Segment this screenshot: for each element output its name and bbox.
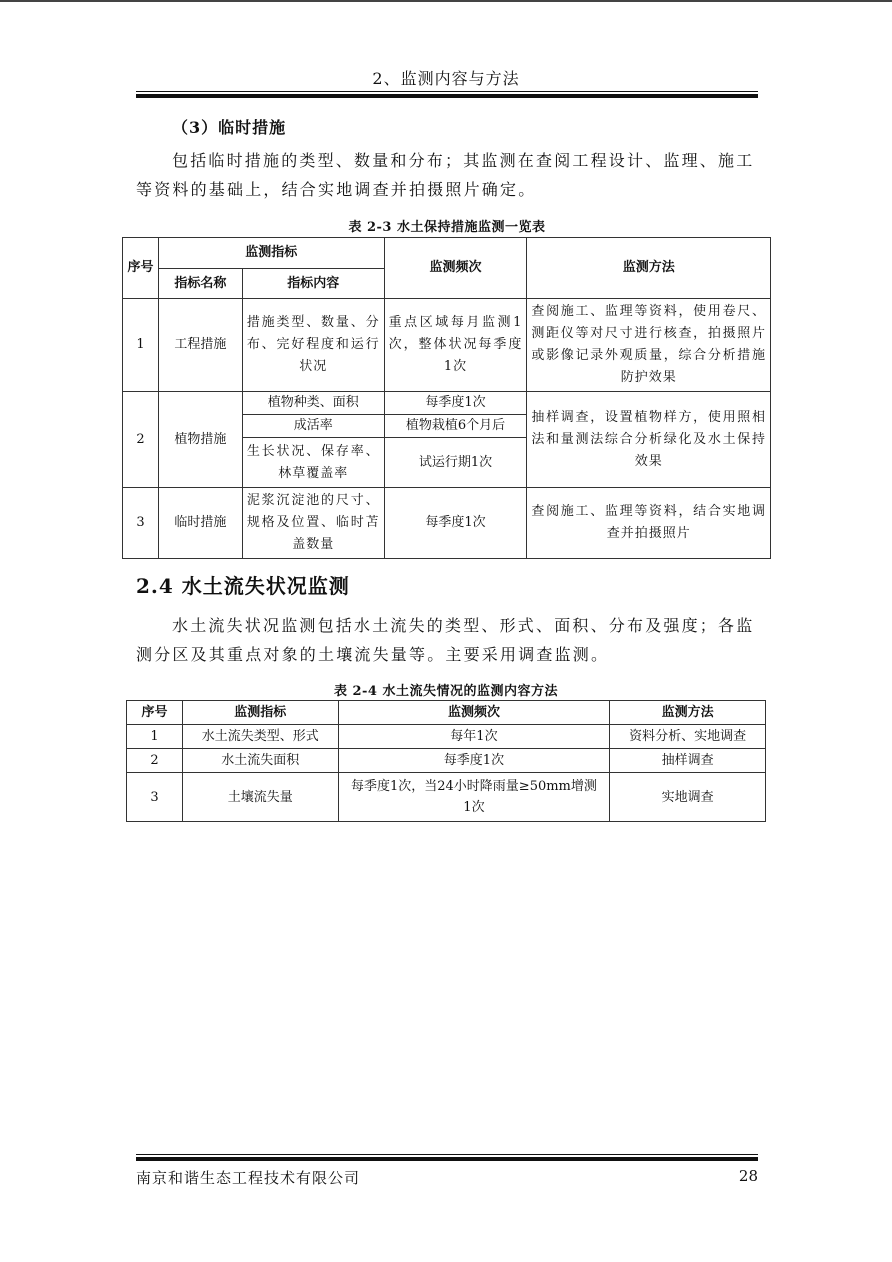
cell-content: 生长状况、保存率、林草覆盖率 (242, 438, 384, 488)
table2-caption: 表 2-4 水土流失情况的监测内容方法 (333, 684, 559, 699)
cell-seq: 3 (127, 773, 183, 822)
page-header-title: 2、监测内容与方法 (372, 69, 520, 88)
cell-indicator: 水土流失类型、形式 (182, 725, 338, 749)
table-row (123, 488, 771, 559)
paragraph-temporary-measures: 包括临时措施的类型、数量和分布；其监测在查阅工程设计、监理、施工等资料的基础上，结合实地调查并拍摄照片确定。 (136, 151, 755, 199)
cell-method: 抽样调查，设置植物样方，使用照相法和量测法综合分析绿化及水土保持效果 (527, 392, 771, 488)
header-seq: 序号 (127, 701, 183, 725)
cell-method: 查阅施工、监理等资料，使用卷尺、测距仪等对尺寸进行核查，拍摄照片或影像记录外观质量，综合分析措施防护效果 (527, 299, 771, 392)
table1-caption: 表 2-3 水土保持措施监测一览表 (348, 220, 546, 235)
footer-rule-thin (136, 1154, 758, 1155)
paragraph-soil-loss: 水土流失状况监测包括水土流失的类型、形式、面积、分布及强度；各监测分区及其重点对象的土壤流失量等。主要采用调查监测。 (136, 616, 755, 664)
cell-indicator: 土壤流失量 (182, 773, 338, 822)
table-row (127, 773, 766, 822)
table-row (127, 749, 766, 773)
table-row (123, 392, 771, 415)
cell-method: 查阅施工、监理等资料，结合实地调查并拍摄照片 (527, 488, 771, 559)
cell-seq: 3 (123, 488, 159, 559)
cell-content: 成活率 (242, 415, 384, 438)
cell-frequency: 每季度1次 (384, 488, 527, 559)
footer-rule-thick (136, 1157, 758, 1161)
header-rule-thin (136, 91, 758, 92)
cell-name: 植物措施 (158, 392, 242, 488)
cell-method: 实地调查 (610, 773, 766, 822)
header-frequency: 监测频次 (338, 701, 610, 725)
cell-content: 泥浆沉淀池的尺寸、规格及位置、临时苫盖数量 (242, 488, 384, 559)
table-soil-measures (122, 237, 771, 559)
section-title: 2.4 水土流失状况监测 (136, 574, 350, 598)
cell-frequency: 试运行期1次 (384, 438, 527, 488)
cell-indicator: 水土流失面积 (182, 749, 338, 773)
cell-frequency: 重点区域每月监测1次，整体状况每季度1次 (384, 299, 527, 392)
cell-name: 临时措施 (158, 488, 242, 559)
table-soil-loss (126, 700, 766, 822)
cell-frequency: 每年1次 (338, 725, 610, 749)
header-seq: 序号 (123, 238, 159, 299)
cell-method: 抽样调查 (610, 749, 766, 773)
header-method: 监测方法 (527, 238, 771, 299)
footer-company: 南京和谐生态工程技术有限公司 (136, 1169, 361, 1187)
cell-frequency: 每季度1次，当24小时降雨量≥50mm增测1次 (338, 773, 610, 822)
cell-seq: 2 (123, 392, 159, 488)
page-top-border (0, 0, 892, 2)
page-number: 28 (738, 1167, 758, 1185)
cell-frequency: 每季度1次 (384, 392, 527, 415)
cell-frequency: 植物栽植6个月后 (384, 415, 527, 438)
header-rule-thick (136, 94, 758, 98)
cell-seq: 2 (127, 749, 183, 773)
header-indicator: 监测指标 (182, 701, 338, 725)
cell-content: 植物种类、面积 (242, 392, 384, 415)
cell-seq: 1 (127, 725, 183, 749)
header-indicator: 监测指标 (158, 238, 384, 269)
header-name: 指标名称 (158, 269, 242, 299)
table-row (123, 299, 771, 392)
cell-frequency: 每季度1次 (338, 749, 610, 773)
cell-name: 工程措施 (158, 299, 242, 392)
cell-method: 资料分析、实地调查 (610, 725, 766, 749)
header-frequency: 监测频次 (384, 238, 527, 299)
table-row (127, 725, 766, 749)
subsection-heading: （3）临时措施 (172, 118, 287, 137)
cell-content: 措施类型、数量、分布、完好程度和运行状况 (242, 299, 384, 392)
header-method: 监测方法 (610, 701, 766, 725)
cell-seq: 1 (123, 299, 159, 392)
header-content: 指标内容 (242, 269, 384, 299)
